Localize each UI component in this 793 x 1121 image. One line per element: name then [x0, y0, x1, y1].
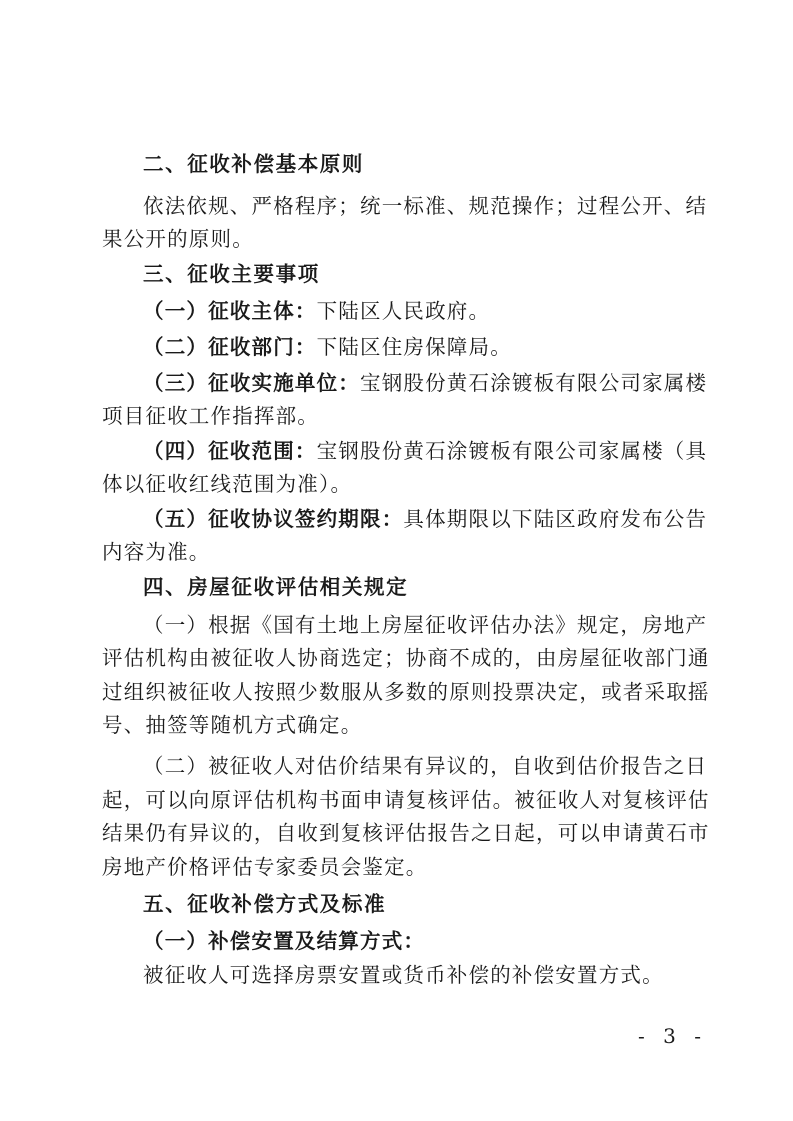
paragraph-line: 果公开的原则。	[102, 227, 254, 251]
item-label: （五）征收协议签约期限：	[143, 507, 404, 531]
item-label: （一）补偿安置及结算方式：	[143, 929, 426, 953]
paragraph-line: 过组织被征收人按照少数服从多数的原则投票决定，或者采取摇	[102, 680, 710, 704]
list-item	[143, 297, 490, 325]
list-item	[143, 437, 707, 465]
paragraph-line: 起，可以向原评估机构书面申请复核评估。被征收人对复核评估	[102, 788, 710, 812]
paragraph-line: 项目征收工作指挥部。	[102, 404, 319, 428]
paragraph-line: 结果仍有异议的，自收到复核评估报告之日起，可以申请黄石市	[102, 821, 710, 845]
paragraph-line: 评估机构由被征收人协商选定；协商不成的，由房屋征收部门通	[102, 646, 710, 670]
item-text: 下陆区住房保障局。	[316, 335, 512, 359]
paragraph-line: 房地产价格评估专家委员会鉴定。	[102, 855, 428, 879]
list-item	[143, 505, 707, 533]
item-text: 下陆区人民政府。	[316, 299, 491, 323]
item-label: （三）征收实施单位：	[143, 371, 360, 395]
page-number: - 3 -	[638, 1024, 707, 1048]
paragraph-line: （二）被征收人对估价结果有异议的，自收到估价报告之日	[143, 754, 708, 778]
item-label: （一）征收主体：	[143, 299, 317, 323]
section-heading-valuation: 四、房屋征收评估相关规定	[143, 575, 409, 599]
item-text: 具体期限以下陆区政府发布公告	[403, 507, 708, 531]
list-item	[143, 369, 707, 397]
paragraph-line: 体以征收红线范围为准）。	[102, 472, 353, 496]
item-text: 宝钢股份黄石涂镀板有限公司家属楼	[360, 371, 708, 395]
list-item	[143, 333, 512, 361]
item-text: 宝钢股份黄石涂镀板有限公司家属楼（具	[316, 439, 708, 463]
section-heading-compensation: 五、征收补偿方式及标准	[143, 892, 387, 916]
section-heading-principles: 二、征收补偿基本原则	[143, 152, 364, 176]
section-heading-main-matters: 三、征收主要事项	[143, 262, 320, 286]
paragraph-line: 被征收人可选择房票安置或货币补偿的补偿安置方式。	[143, 963, 664, 987]
paragraph-line: 内容为准。	[102, 540, 211, 564]
paragraph-line: （一）根据《国有土地上房屋征收评估办法》规定，房地产	[143, 613, 708, 637]
item-label: （四）征收范围：	[143, 439, 317, 463]
paragraph-line: 号、抽签等随机方式确定。	[102, 713, 363, 737]
paragraph-line: 依法依规、严格程序；统一标准、规范操作；过程公开、结	[143, 194, 708, 218]
item-label: （二）征收部门：	[143, 335, 317, 359]
